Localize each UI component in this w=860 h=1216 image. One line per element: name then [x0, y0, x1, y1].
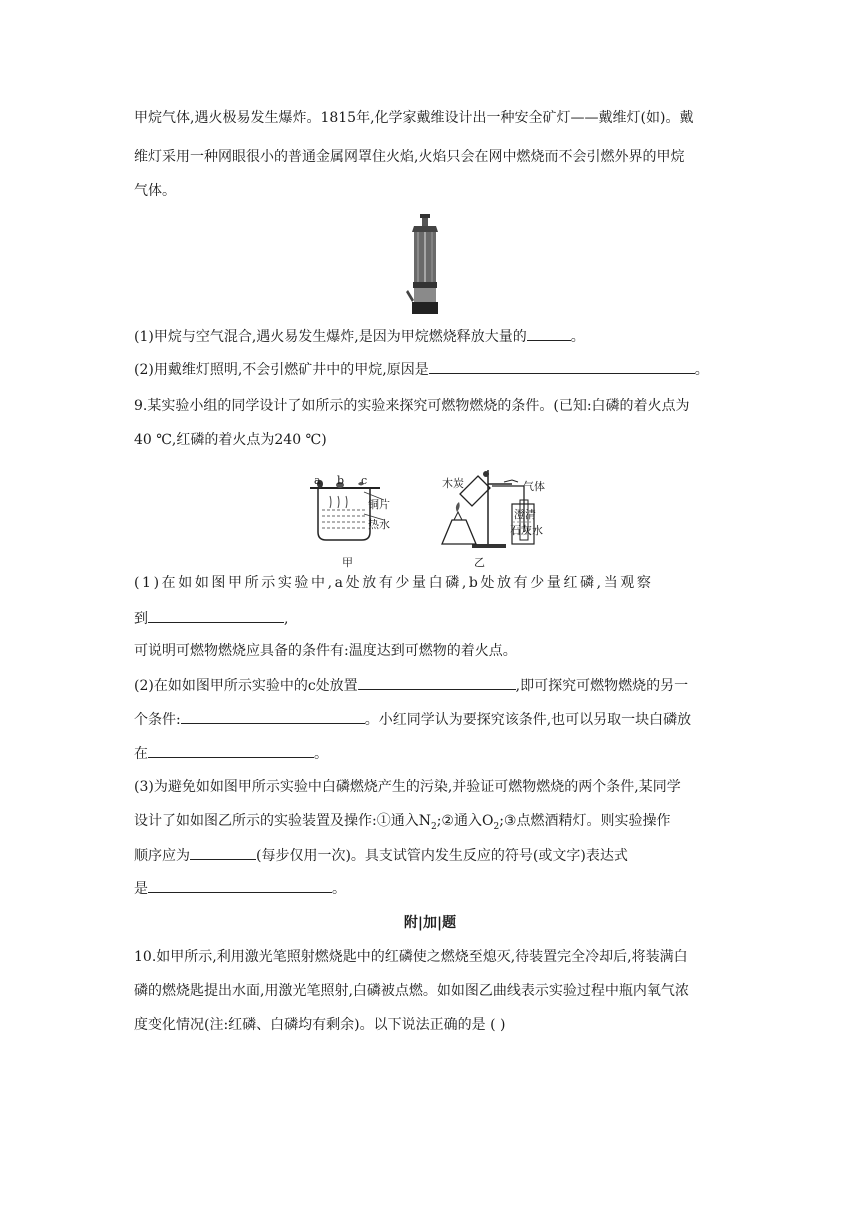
q9-part3-line-4-end: 。: [332, 881, 346, 897]
o2-subscript: 2: [493, 821, 500, 832]
q9-part2-line-3-pre: 在: [134, 746, 148, 762]
q9-part3-line-4-pre: 是: [134, 881, 148, 897]
q9-part2-line-3: [134, 743, 328, 764]
figure-jia-apparatus: [306, 470, 406, 550]
q9-stem-line-2: 40 ℃,红磷的着火点为240 ℃): [134, 432, 327, 448]
q9-part1-line-3: 可说明可燃物燃烧应具备的条件有:温度达到可燃物的着火点。: [134, 643, 517, 659]
fig-jia-caption: 甲: [342, 556, 353, 569]
q9-part2-line-2: [134, 709, 691, 730]
q10-line-2: 磷的燃烧匙提出水面,用激光笔照射,白磷被点燃。如如图乙曲线表示实验过程中瓶内氧气浓: [134, 983, 689, 999]
q9-part3-line-2-c: ;③点燃酒精灯。则实验操作: [499, 813, 671, 829]
fig-jia-label-a: a: [314, 474, 321, 487]
fig-jia-label-c: c: [361, 474, 368, 487]
q8-part1: [134, 326, 585, 347]
figure-yi-apparatus: [432, 460, 557, 552]
q9-part2-line-3-end: 。: [314, 746, 328, 762]
q8-part2-text: (2)用戴维灯照明,不会引燃矿井中的甲烷,原因是: [134, 362, 429, 378]
q9-part2-line-1-end: ,即可探究可燃物燃烧的另一: [515, 678, 689, 694]
fig-yi-label-lime-2: 石灰水: [510, 524, 543, 537]
fig-yi-caption: 乙: [474, 556, 485, 569]
q9-part1-line-2-pre: 到: [134, 611, 148, 627]
q8-part2: [134, 359, 709, 380]
q9-part3-line-2-b: ;②通入O: [436, 813, 494, 829]
q9-part3-line-3-end: (每步仅用一次)。具支试管内发生反应的符号(或文字)表达式: [256, 848, 628, 864]
q9-part3-blank-1[interactable]: [190, 845, 256, 860]
q9-part1-line-2-end: ,: [284, 611, 289, 627]
q9-part3-line-3-pre: 顺序应为: [134, 848, 190, 864]
q9-part2-line-2-end: 。小红同学认为要探究该条件,也可以另取一块白磷放: [364, 712, 692, 728]
fig-yi-label-gas: 气体: [523, 480, 545, 493]
davy-lamp-image: [400, 212, 450, 317]
fig-yi-label-charcoal: 木炭: [442, 477, 464, 490]
q9-part3-line-1: (3)为避免如如图甲所示实验中白磷燃烧产生的污染,并验证可燃物燃烧的两个条件,某同学: [134, 779, 681, 795]
q10-line-3: 度变化情况(注:红磷、白磷均有剩余)。以下说法正确的是 ( ): [134, 1017, 506, 1033]
q9-part3-line-2-a: 设计了如如图乙所示的实验装置及操作:①通入N: [134, 813, 431, 829]
q8-part1-text: (1)甲烷与空气混合,遇火易发生爆炸,是因为甲烷燃烧释放大量的: [134, 329, 527, 345]
q9-part3-line-3: [134, 845, 628, 866]
q9-stem-line-1: 9.某实验小组的同学设计了如所示的实验来探究可燃物燃烧的条件。(已知:白磷的着火点为: [134, 398, 690, 414]
q9-part3-line-2: [134, 811, 670, 837]
q8-part1-blank[interactable]: [527, 326, 571, 341]
q9-part2-blank-3[interactable]: [148, 743, 314, 758]
fig-yi-label-lime-1: 澄清: [514, 508, 536, 521]
q9-part1-line-1: (1)在如如图甲所示实验中,a处放有少量白磷,b处放有少量红磷,当观察: [134, 575, 654, 591]
n2-subscript: 2: [430, 821, 437, 832]
fig-jia-label-copper: 铜片: [368, 498, 390, 511]
intro-line-2: 维灯采用一种网眼很小的普通金属网罩住火焰,火焰只会在网中燃烧而不会引燃外界的甲烷: [134, 149, 685, 165]
q8-part2-blank[interactable]: [429, 359, 695, 374]
q8-part2-end: 。: [694, 362, 709, 378]
intro-line-1: 甲烷气体,遇火极易发生爆炸。1815年,化学家戴维设计出一种安全矿灯——戴维灯(如)。戴: [134, 110, 694, 126]
q9-part2-line-1: [134, 675, 688, 696]
q9-part2-line-2-pre: 个条件:: [134, 712, 181, 728]
fig-jia-label-b: b: [337, 474, 345, 487]
q9-part2-line-1-pre: (2)在如如图甲所示实验中的c处放置: [134, 678, 358, 694]
q9-part2-blank-1[interactable]: [358, 675, 516, 690]
q9-part1-blank[interactable]: [148, 608, 284, 623]
extra-section-heading: 附|加|题: [403, 915, 457, 931]
q8-part1-end: 。: [570, 329, 585, 345]
q9-part2-blank-2[interactable]: [181, 709, 365, 724]
q10-line-1: 10.如甲所示,利用激光笔照射燃烧匙中的红磷使之燃烧至熄灭,待装置完全冷却后,将装满白: [134, 949, 688, 965]
intro-line-3: 气体。: [134, 183, 176, 199]
q9-part3-blank-2[interactable]: [148, 878, 332, 893]
q9-part3-line-4: [134, 878, 346, 899]
fig-jia-label-water: 热水: [368, 518, 390, 531]
q9-part1-line-2: [134, 608, 288, 629]
